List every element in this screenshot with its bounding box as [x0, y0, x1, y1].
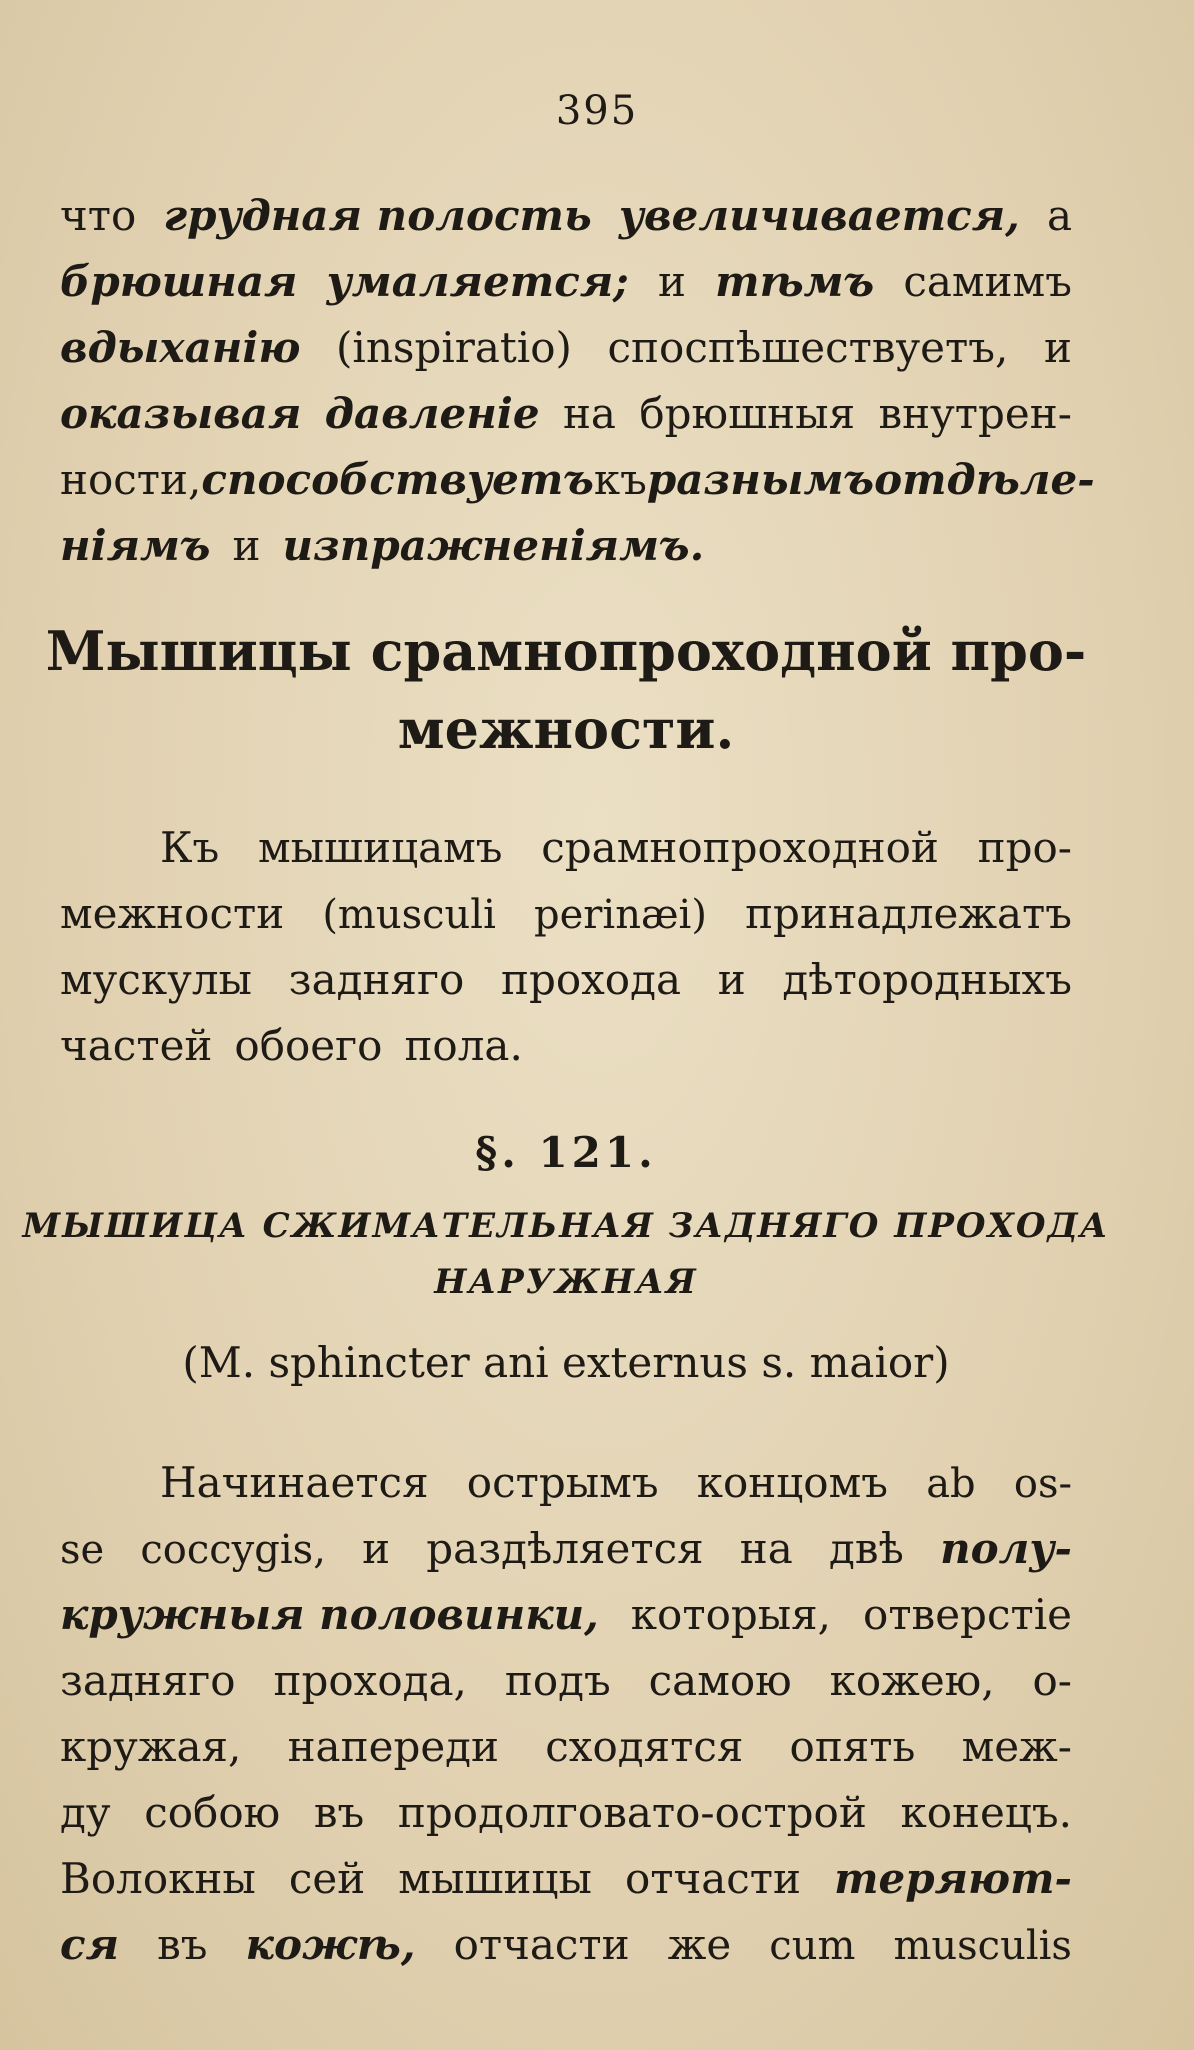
text-line: что грудная полость увеличивается, а — [60, 191, 1072, 240]
text-line: ности, способствуетъ къ разнымъ отдѣле- — [60, 455, 1095, 504]
text-line: брюшная умаляется; и тѣмъ самимъ — [60, 257, 1072, 306]
paragraph-description — [60, 1450, 1072, 1978]
text-line: se coccygis, и раздѣляется на двѣ полу- — [60, 1524, 1072, 1573]
page-number: 395 — [555, 88, 639, 134]
text-line: кружныя половинки, которыя, отверстіе — [60, 1590, 1072, 1639]
text-line: межности (musculi perinæi) принадлежатъ — [60, 889, 1072, 938]
chapter-heading: Мышицы срамнопроходной про- межности. — [45, 619, 1087, 761]
text-line: вдыханію (inspiratio) споспѣшествуетъ, и — [60, 323, 1072, 372]
text-line: ся въ кожѣ, отчасти же cum musculis — [60, 1920, 1072, 1969]
text-line: Начинается острымъ концомъ ab os- — [160, 1458, 1072, 1507]
paragraph-intro — [60, 815, 1072, 1079]
paragraph-continuation — [60, 183, 1095, 579]
text-line: мускулы задняго прохода и дѣтородныхъ — [60, 955, 1072, 1004]
text-line: задняго прохода, подъ самою кожею, о- — [60, 1656, 1072, 1705]
section-number: §. 121. — [475, 1128, 657, 1177]
text-line: кружая, напереди сходятся опять меж- — [60, 1722, 1072, 1771]
text-line: частей обоего пола. — [60, 1021, 523, 1070]
text-line: Къ мышицамъ срамнопроходной про- — [160, 823, 1072, 872]
text-line: Волокны сей мышицы отчасти теряют- — [60, 1854, 1072, 1903]
latin-name: (M. sphincter ani externus s. maior) — [182, 1338, 950, 1387]
section-title: МЫШИЦА СЖИМАТЕЛЬНАЯ ЗАДНЯГО ПРОХОДА НАРУЖНАЯ — [22, 1206, 1110, 1302]
text-line: оказывая давленіе на брюшныя внутрен- — [60, 389, 1072, 438]
text-line: ніямъ и изпражненіямъ. — [60, 521, 705, 570]
text-line: ду собою въ продолговато-острой конецъ. — [60, 1788, 1072, 1837]
